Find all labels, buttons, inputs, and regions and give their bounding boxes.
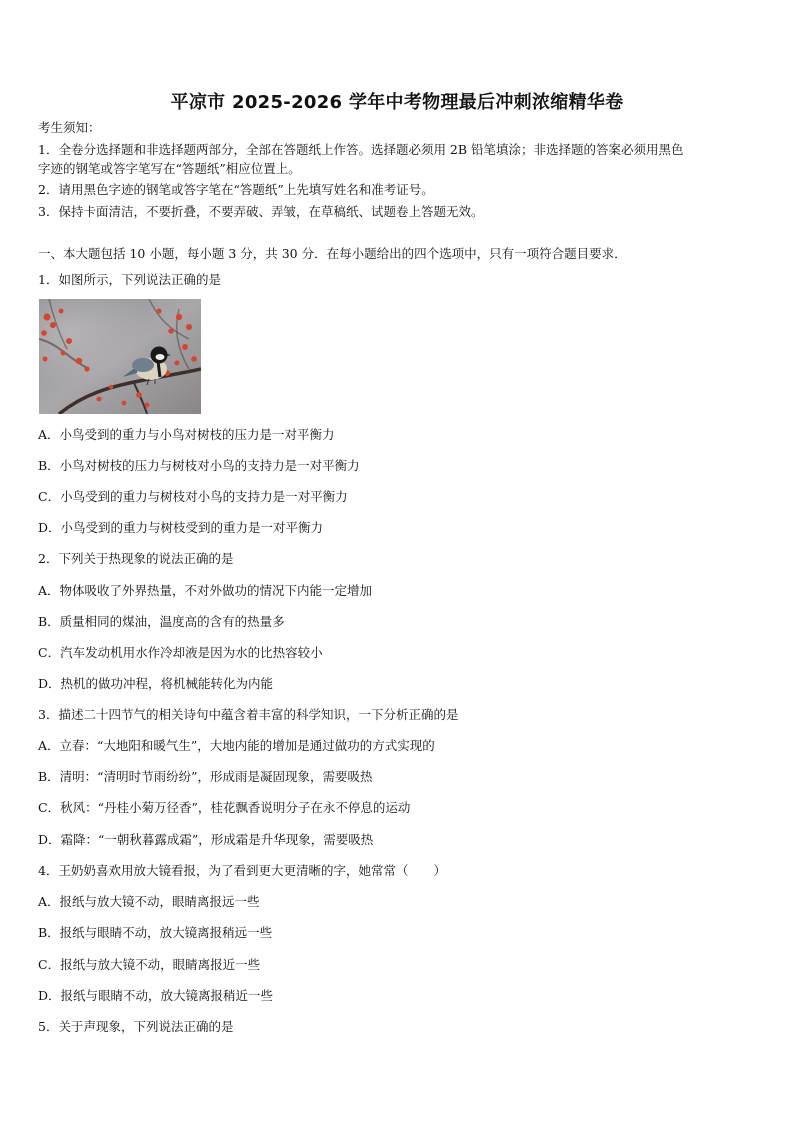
notice-item: 1．全卷分选择题和非选择题两部分，全部在答题纸上作答。选择题必须用 2B 铅笔填涂；非选择题的答案必须用黑色 bbox=[38, 142, 684, 157]
option: A．报纸与放大镜不动，眼睛离报远一些 bbox=[38, 894, 260, 909]
option: B．报纸与眼睛不动，放大镜离报稍远一些 bbox=[38, 925, 273, 940]
option: D．报纸与眼睛不动，放大镜离报稍近一些 bbox=[38, 988, 274, 1003]
question-stem: 2．下列关于热现象的说法正确的是 bbox=[38, 551, 234, 566]
notice-item: 字迹的钢笔或答字笔写在“答题纸”相应位置上。 bbox=[38, 161, 301, 176]
bird-on-branch-photo bbox=[39, 299, 201, 414]
option: C．报纸与放大镜不动，眼睛离报近一些 bbox=[38, 957, 261, 972]
option: B．质量相同的煤油，温度高的含有的热量多 bbox=[38, 614, 285, 629]
notice-item: 3．保持卡面清洁，不要折叠，不要弄破、弄皱，在草稿纸、试题卷上答题无效。 bbox=[38, 204, 484, 219]
option: C．汽车发动机用水作冷却液是因为水的比热容较小 bbox=[38, 645, 323, 660]
notice-heading: 考生须知： bbox=[38, 120, 101, 135]
option: A．物体吸收了外界热量，不对外做功的情况下内能一定增加 bbox=[38, 583, 373, 598]
option: A．小鸟受到的重力与小鸟对树枝的压力是一对平衡力 bbox=[38, 427, 335, 442]
question-stem: 5．关于声现象，下列说法正确的是 bbox=[38, 1019, 234, 1034]
page-title: 平凉市 2025-2026 学年中考物理最后冲刺浓缩精华卷 bbox=[170, 92, 624, 113]
option: A．立春：“大地阳和暖气生”，大地内能的增加是通过做功的方式实现的 bbox=[38, 738, 435, 753]
section-heading: 一、本大题包括 10 小题，每小题 3 分，共 30 分．在每小题给出的四个选项中，只有一项符合题目要求． bbox=[38, 246, 627, 261]
notice-item: 2．请用黑色字迹的钢笔或答字笔在“答题纸”上先填写姓名和准考证号。 bbox=[38, 182, 434, 197]
option: B．小鸟对树枝的压力与树枝对小鸟的支持力是一对平衡力 bbox=[38, 458, 360, 473]
option: C．小鸟受到的重力与树枝对小鸟的支持力是一对平衡力 bbox=[38, 489, 348, 504]
option: B．清明：“清明时节雨纷纷”，形成雨是凝固现象，需要吸热 bbox=[38, 769, 373, 784]
question-stem: 1．如图所示，下列说法正确的是 bbox=[38, 272, 221, 287]
option: D．小鸟受到的重力与树枝受到的重力是一对平衡力 bbox=[38, 520, 324, 535]
question-stem: 3．描述二十四节气的相关诗句中蕴含着丰富的科学知识，一下分析正确的是 bbox=[38, 707, 459, 722]
option: D．热机的做功冲程，将机械能转化为内能 bbox=[38, 676, 274, 691]
option: C．秋风：“丹桂小菊万径香”，桂花飘香说明分子在永不停息的运动 bbox=[38, 800, 411, 815]
question-stem: 4．王奶奶喜欢用放大镜看报，为了看到更大更清晰的字，她常常（ ） bbox=[38, 863, 446, 878]
option: D．霜降：“一朝秋暮露成霜”，形成霜是升华现象，需要吸热 bbox=[38, 832, 374, 847]
